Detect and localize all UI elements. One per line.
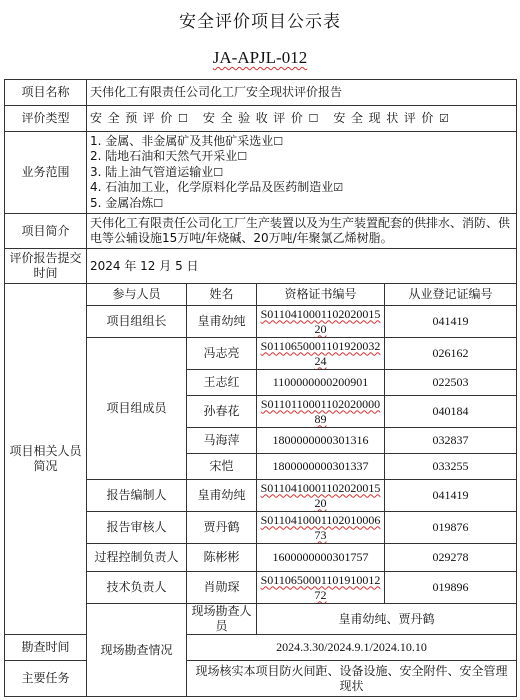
person-cert: S011041000110202001520 [257,480,385,512]
person-name: 马海萍 [187,428,257,454]
project-intro: 天伟化工有限责任公司化工厂生产装置以及为生产装置配套的供排水、消防、供电等公辅设施15万吨/年烧碱、20万吨/年聚氯乙烯树脂。 [87,214,517,249]
header-role: 参与人员 [87,284,187,306]
submit-date: 2024 年 12 月 5 日 [87,249,517,284]
person-reg: 041419 [385,306,517,338]
person-cert: 1100000000200901 [257,370,385,396]
intro-label: 项目简介 [5,214,87,249]
person-name: 皇甫幼纯 [187,306,257,338]
survey-row [5,635,517,661]
survey-staff: 皇甫幼纯、贾丹鹤 [257,604,517,635]
personnel-header-row [5,284,517,306]
survey-task: 现场核实本项目防火间距、设备设施、安全附件、安全管理现状 [187,661,517,697]
row-eval-type [5,106,517,132]
person-reg: 019876 [385,512,517,544]
scope-item-3: 3. 陆上油气管道运输业☐ [90,164,224,179]
submit-date-label: 评价报告提交时间 [5,249,87,284]
person-cert: S011065000110192003224 [257,338,385,370]
person-cert: S011011000110202000089 [257,396,385,428]
person-cert: 1600000000301757 [257,544,385,572]
person-name: 王志红 [187,370,257,396]
person-reg: 033255 [385,454,517,480]
row-project-name [5,80,517,106]
project-name-label: 项目名称 [5,80,87,106]
person-reg: 041419 [385,480,517,512]
role-reviewer: 报告审核人 [87,512,187,544]
person-name: 陈彬彬 [187,544,257,572]
person-name: 贾丹鹤 [187,512,257,544]
row-submit-date [5,249,517,284]
eval-type-label: 评价类型 [5,106,87,132]
scope-checkbox-5[interactable]: ☐ [153,196,164,210]
person-reg: 019896 [385,572,517,604]
person-reg: 022503 [385,370,517,396]
role-members: 项目组成员 [87,338,187,480]
survey-time-label: 勘查时间 [5,635,87,661]
scope-list [87,132,517,214]
eval-type-options [87,106,517,132]
person-reg: 026162 [385,338,517,370]
person-cert: S011065000110191001272 [257,572,385,604]
project-name: 天伟化工有限责任公司化工厂安全现状评价报告 [87,80,517,106]
person-cert: 1800000000301316 [257,428,385,454]
role-leader: 项目组组长 [87,306,187,338]
page-title: 安全评价项目公示表 [179,12,341,32]
person-name: 孙春花 [187,396,257,428]
type-pre-label: 安全预评价 [90,111,179,125]
role-technical: 技术负责人 [87,572,187,604]
scope-item-4: 4. 石油加工业，化学原料化学品及医药制造业☑ [90,180,344,195]
person-name: 肖勋琛 [187,572,257,604]
person-reg: 040184 [385,396,517,428]
role-process-control: 过程控制负责人 [87,544,187,572]
person-reg: 029278 [385,544,517,572]
type-acceptance-checkbox[interactable]: ☐ [308,112,324,125]
person-name: 冯志亮 [187,338,257,370]
header-cert: 资格证书编号 [257,284,385,306]
scope-label: 业务范围 [5,132,87,214]
survey-task-label: 主要任务 [5,661,87,697]
document-code-wrap [0,48,520,68]
person-cert: 1800000000301337 [257,454,385,480]
scope-checkbox-2[interactable]: ☐ [237,150,248,164]
header-reg: 从业登记证编号 [385,284,517,306]
person-cert: S011041000110202001520 [257,306,385,338]
scope-item-1: 1. 金属、非金属矿及其他矿采选业☐ [90,133,284,148]
survey-section-label: 现场勘查情况 [87,604,187,697]
survey-staff-label: 现场勘查人员 [187,604,257,635]
type-status-label: 安全现状评价 [333,111,440,125]
survey-time: 2024.3.30/2024.9.1/2024.10.10 [187,635,517,661]
header-name: 姓名 [187,284,257,306]
scope-item-2: 2. 陆地石油和天然气开采业☐ [90,149,248,164]
row-project-intro [5,214,517,249]
type-acceptance-label: 安全验收评价 [202,111,309,125]
personnel-section-label: 项目相关人员简况 [5,284,87,635]
scope-checkbox-4[interactable]: ☑ [333,181,344,195]
type-status-checkbox[interactable]: ☑ [439,112,455,125]
role-author: 报告编制人 [87,480,187,512]
scope-checkbox-3[interactable]: ☐ [213,165,224,179]
person-name: 宋恺 [187,454,257,480]
scope-checkbox-1[interactable]: ☐ [273,134,284,148]
type-pre-checkbox[interactable]: ☐ [178,112,194,125]
row-business-scope [5,132,517,214]
person-cert: S011041000110201000673 [257,512,385,544]
person-reg: 032837 [385,428,517,454]
scope-item-5: 5. 金属冶炼☐ [90,195,164,210]
disclosure-table [4,79,517,697]
survey-row [5,661,517,697]
person-name: 皇甫幼纯 [187,480,257,512]
document-code: JA-APJL-012 [212,48,308,67]
